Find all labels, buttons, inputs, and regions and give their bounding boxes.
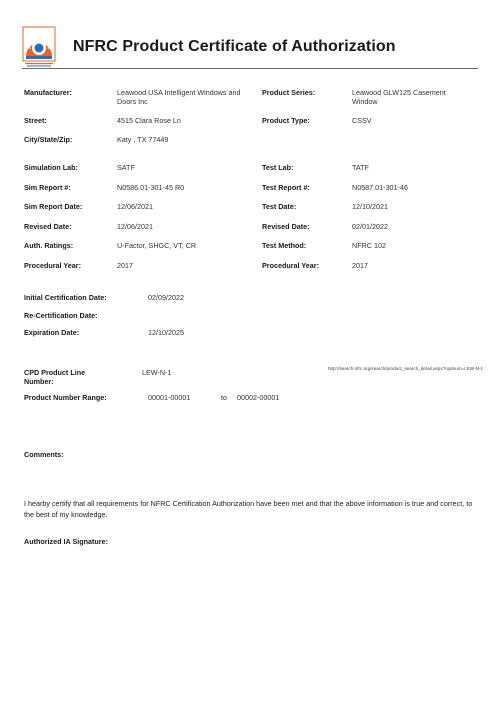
product-series-label: Product Series:	[262, 88, 316, 97]
product-range-to-word: to	[221, 393, 227, 402]
test-report-value: N0587.01-301-46	[352, 183, 408, 192]
sim-report-value: N0586.01-301-45 R0	[117, 183, 185, 192]
test-method-value: NFRC 102	[352, 241, 386, 250]
sim-procedural-year-label: Procedural Year:	[24, 261, 81, 270]
page-title: NFRC Product Certificate of Authorization	[73, 38, 396, 55]
test-report-label: Test Report #:	[262, 183, 310, 192]
test-procedural-year-value: 2017	[352, 261, 368, 270]
test-method-label: Test Method:	[262, 241, 307, 250]
street-value: 4515 Clara Rose Ln	[117, 116, 181, 125]
initial-cert-date-value: 02/09/2022	[148, 293, 184, 302]
nfrc-logo-icon	[22, 26, 56, 68]
test-procedural-year-label: Procedural Year:	[262, 261, 319, 270]
test-lab-label: Test Lab:	[262, 163, 294, 172]
product-type-label: Product Type:	[262, 116, 310, 125]
sim-revised-date-value: 12/06/2021	[117, 222, 153, 231]
header-divider	[22, 68, 478, 69]
test-lab-value: TATF	[352, 163, 369, 172]
product-range-to: 00002-00001	[237, 393, 280, 402]
cpd-search-link[interactable]: http://search.nfrc.org/search/product_search_detail.aspx?cpdnum=LEW-N-1	[328, 366, 484, 371]
manufacturer-value: Leawood USA Intelligent Windows and Doors Inc	[117, 88, 241, 106]
test-revised-date-value: 02/01/2022	[352, 222, 388, 231]
product-range-from: 00001-00001	[148, 393, 191, 402]
sim-report-date-label: Sim Report Date:	[24, 202, 83, 211]
cpd-value: LEW-N-1	[142, 368, 172, 377]
sim-revised-date-label: Revised Date:	[24, 222, 72, 231]
product-type-value: CSSV	[352, 116, 372, 125]
product-range-label: Product Number Range:	[24, 393, 107, 402]
comments-label: Comments:	[24, 450, 64, 459]
street-label: Street:	[24, 116, 47, 125]
test-date-value: 12/10/2021	[352, 202, 388, 211]
product-series-value: Leawood GLW125 Casement Window	[352, 88, 446, 106]
auth-ratings-label: Auth. Ratings:	[24, 241, 74, 250]
expiration-date-value: 12/10/2025	[148, 328, 184, 337]
manufacturer-label: Manufacturer:	[24, 88, 72, 97]
sim-lab-label: Simulation Lab:	[24, 163, 78, 172]
auth-ratings-value: U-Factor, SHGC, VT, CR	[117, 241, 197, 250]
recert-date-label: Re-Certification Date:	[24, 311, 98, 320]
test-revised-date-label: Revised Date:	[262, 222, 310, 231]
city-value: Katy , TX 77449	[117, 135, 169, 144]
expiration-date-label: Expiration Date:	[24, 328, 80, 337]
signature-label: Authorized IA Signature:	[24, 537, 108, 546]
city-label: City/State/Zip:	[24, 135, 73, 144]
cpd-label: CPD Product Line Number:	[24, 368, 86, 386]
test-date-label: Test Date:	[262, 202, 297, 211]
initial-cert-date-label: Initial Certification Date:	[24, 293, 107, 302]
sim-report-label: Sim Report #:	[24, 183, 71, 192]
sim-procedural-year-value: 2017	[117, 261, 133, 270]
sim-report-date-value: 12/06/2021	[117, 202, 153, 211]
certify-statement: I hearby certify that all requirements for NFRC Certification Authorization have been met and that the above information is true and correct, to the best of my knowledge.	[24, 499, 473, 519]
sim-lab-value: SATF	[117, 163, 135, 172]
